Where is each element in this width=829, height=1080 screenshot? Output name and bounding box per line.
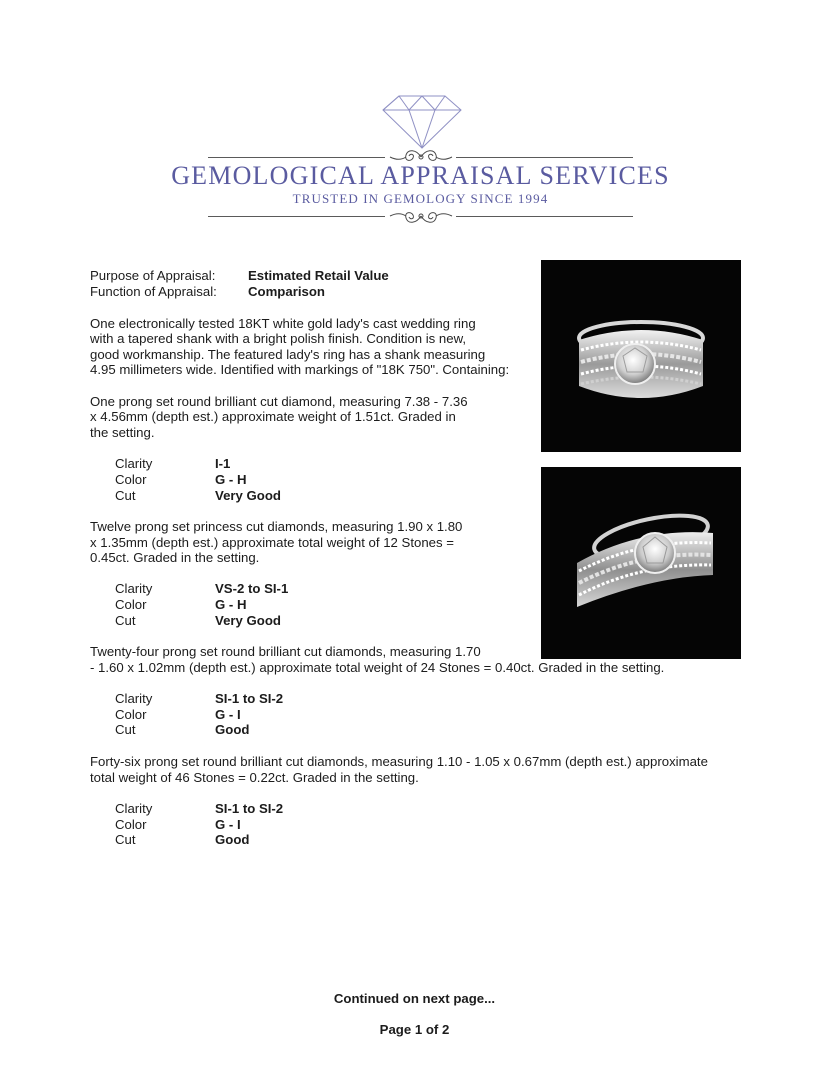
grade-label: Clarity [115,801,153,816]
stone-description: the setting. [90,425,155,440]
company-name: GEMOLOGICAL APPRAISAL SERVICES [171,161,670,190]
grade-label: Clarity [115,691,153,706]
company-tagline: TRUSTED IN GEMOLOGY SINCE 1994 [292,191,549,206]
grade-label: Cut [115,832,136,847]
grade-value: Good [215,832,250,847]
stone-description: One prong set round brilliant cut diamond, measuring 7.38 - 7.36 [90,394,468,409]
description-line: 4.95 millimeters wide. Identified with markings of "18K 750". Containing: [90,362,510,377]
grade-label: Clarity [115,581,153,596]
grade-value: Very Good [215,488,281,503]
stone-description: 0.45ct. Graded in the setting. [90,550,260,565]
ornament-icon [388,207,454,225]
ring-photo-front [541,260,741,452]
page-number: Page 1 of 2 [379,1022,450,1037]
grade-value: G - H [215,472,247,487]
function-value: Comparison [248,284,325,299]
grade-value: G - I [215,817,241,832]
purpose-label: Purpose of Appraisal: [90,268,216,283]
grade-value: SI-1 to SI-2 [215,691,284,706]
stone-description: Forty-six prong set round brilliant cut diamonds, measuring 1.10 - 1.05 x 0.67mm (depth est.) approximate [90,754,708,769]
stone-description: - 1.60 x 1.02mm (depth est.) approximate total weight of 24 Stones = 0.40ct. Graded in the setting. [90,660,665,675]
grade-value: Good [215,722,250,737]
description-line: good workmanship. The featured lady's ring has a shank measuring [90,347,486,362]
stone-description: total weight of 46 Stones = 0.22ct. Graded in the setting. [90,770,419,785]
grade-value: I-1 [215,456,231,471]
top-rule-left [208,157,385,158]
stone-description: x 4.56mm (depth est.) approximate weight of 1.51ct. Graded in [90,409,456,424]
function-label: Function of Appraisal: [90,284,217,299]
ring-photo-angle [541,467,741,659]
description-line: One electronically tested 18KT white gold lady's cast wedding ring [90,316,476,331]
diamond-icon [381,94,463,150]
grade-label: Color [115,817,147,832]
continued-note: Continued on next page... [333,991,496,1006]
grade-label: Color [115,472,147,487]
grade-value: SI-1 to SI-2 [215,801,284,816]
grade-label: Cut [115,613,136,628]
grade-value: VS-2 to SI-1 [215,581,289,596]
grade-label: Color [115,707,147,722]
grade-label: Color [115,597,147,612]
purpose-value: Estimated Retail Value [248,268,389,283]
grade-label: Clarity [115,456,153,471]
description-line: with a tapered shank with a bright polish finish. Condition is new, [90,331,467,346]
bottom-rule-right [456,216,633,217]
grade-value: Very Good [215,613,281,628]
grade-value: G - I [215,707,241,722]
grade-label: Cut [115,722,136,737]
stone-description: x 1.35mm (depth est.) approximate total weight of 12 Stones = [90,535,454,550]
bottom-rule-left [208,216,385,217]
grade-value: G - H [215,597,247,612]
stone-description: Twelve prong set princess cut diamonds, measuring 1.90 x 1.80 [90,519,463,534]
top-rule-right [456,157,633,158]
stone-description: Twenty-four prong set round brilliant cut diamonds, measuring 1.70 [90,644,481,659]
grade-label: Cut [115,488,136,503]
